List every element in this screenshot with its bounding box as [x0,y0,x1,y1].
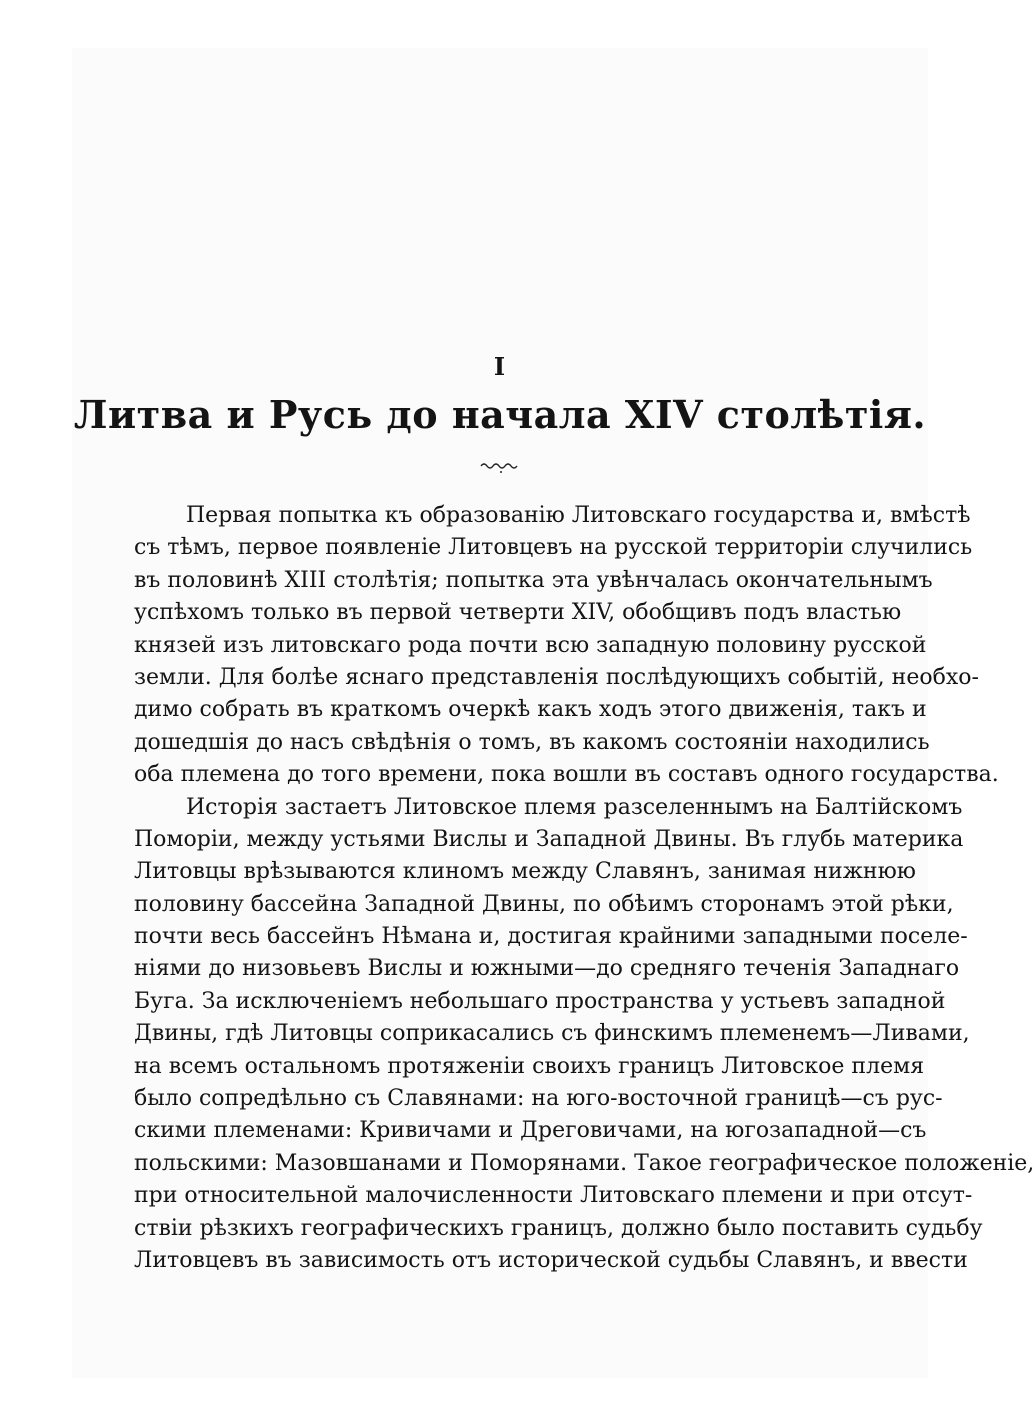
text-line: земли. Для болѣе яснаго представленія послѣдующихъ событій, необхо- [134,664,979,690]
text-line: ніями до низовьевъ Вислы и южными—до средняго теченія Западнаго [134,956,960,982]
text-line: польскими: Мазовшанами и Поморянами. Такое географическое положеніе, [134,1150,1034,1176]
text-line: Двины, гдѣ Литовцы соприкасались съ финскимъ племенемъ—Ливами, [134,1021,970,1047]
text-line: князей изъ литовскаго рода почти всю западную половину русской [134,632,927,658]
text-line: димо собрать въ краткомъ очеркѣ какъ ходъ этого движенія, такъ и [134,697,927,723]
text-line: Буга. За исключеніемъ небольшаго пространства у устьевъ западной [134,988,946,1014]
chapter-title: Литва и Русь до начала XIV столѣтія. [73,392,927,437]
chapter-number: I [493,352,507,381]
text-line: Первая попытка къ образованію Литовскаго государства и, вмѣстѣ [186,503,971,528]
text-line: успѣхомъ только въ первой четверти XIV, обобщивъ подъ властью [134,600,902,626]
body-text [134,500,1034,1277]
text-line: ствіи рѣзкихъ географическихъ границъ, должно было поставить судьбу [134,1215,983,1241]
text-line: оба племена до того времени, пока вошли въ составъ одного государства. [134,762,999,788]
text-line: Литовцевъ въ зависимость отъ исторической судьбы Славянъ, и ввести [134,1247,968,1273]
text-line: въ половинѣ XIII столѣтія; попытка эта увѣнчалась окончательнымъ [134,567,933,593]
text-line: Литовцы врѣзываются клиномъ между Славянъ, занимая нижнюю [134,859,916,885]
text-line: скими племенами: Кривичами и Дреговичами, на югозападной—съ [134,1118,927,1144]
text-line: на всемъ остальномъ протяженіи своихъ границъ Литовское племя [134,1053,925,1079]
wavy-rule-ornament [480,452,522,476]
text-line: половину бассейна Западной Двины, по обѣимъ сторонамъ этой рѣки, [134,891,954,917]
text-line: Поморіи, между устьями Вислы и Западной Двины. Въ глубь материка [134,826,964,852]
text-line: дошедшія до насъ свѣдѣнія о томъ, въ какомъ состояніи находились [134,729,930,755]
text-line: при относительной малочисленности Литовскаго племени и при отсут- [134,1183,973,1209]
text-line: съ тѣмъ, первое появленіе Литовцевъ на русской территоріи случились [134,535,973,561]
text-line: было сопредѣльно съ Славянами: на юго-восточной границѣ—съ рус- [134,1086,943,1112]
text-line: почти весь бассейнъ Нѣмана и, достигая крайними западными поселе- [134,924,968,950]
text-line: Исторія застаетъ Литовское племя разселеннымъ на Балтійскомъ [186,794,963,820]
